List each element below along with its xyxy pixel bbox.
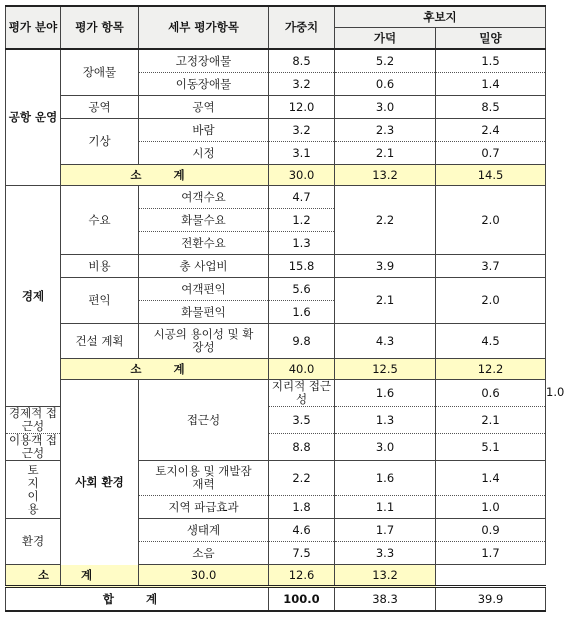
weight-value: 9.8 xyxy=(269,324,335,359)
subtotal-gadeok: 13.2 xyxy=(335,165,436,186)
subitem: 시정 xyxy=(139,142,269,165)
weight-value: 1.6 xyxy=(269,301,335,324)
subitem: 소음 xyxy=(139,542,269,565)
total-row xyxy=(6,587,546,612)
subitem: 이동장애물 xyxy=(139,73,269,96)
score-miryang: 4.5 xyxy=(436,324,546,359)
score-gadeok: 1.3 xyxy=(335,407,436,434)
header-subitem: 세부 평가항목 xyxy=(139,6,269,49)
score-gadeok: 3.9 xyxy=(335,255,436,278)
weight-value: 4.6 xyxy=(269,519,335,542)
weight-value: 1.2 xyxy=(269,209,335,232)
subtotal-row xyxy=(6,565,546,587)
weight-value: 15.8 xyxy=(269,255,335,278)
total-weight: 100.0 xyxy=(269,587,335,612)
score-gadeok: 0.6 xyxy=(436,380,546,407)
weight-value: 3.1 xyxy=(269,142,335,165)
score-miryang: 1.5 xyxy=(436,49,546,73)
score-miryang: 8.5 xyxy=(436,96,546,119)
weight-value: 5.6 xyxy=(269,278,335,301)
item-demand: 수요 xyxy=(61,186,139,255)
subtotal-label: 소 계 xyxy=(6,565,139,587)
weight-value: 3.2 xyxy=(269,119,335,142)
category-economy: 경제 xyxy=(6,186,61,407)
score-miryang: 1.7 xyxy=(436,542,546,565)
subtotal-miryang: 13.2 xyxy=(335,565,436,587)
subitem: 지역 파급효과 xyxy=(139,496,269,519)
header-site-gadeok: 가덕 xyxy=(335,28,436,50)
subitem: 토지이용 및 개발잠재력 xyxy=(139,461,269,496)
item-benefit: 편익 xyxy=(61,278,139,324)
score-miryang: 0.7 xyxy=(436,142,546,165)
weight-value: 8.5 xyxy=(269,49,335,73)
total-miryang: 39.9 xyxy=(436,587,546,612)
subtotal-row xyxy=(6,165,546,186)
total-label: 합 계 xyxy=(6,587,269,612)
subitem: 생태계 xyxy=(139,519,269,542)
weight-value: 3.2 xyxy=(269,73,335,96)
table-row: 사회 환경 접근성 지리적 접근성 1.6 0.6 1.0 xyxy=(6,380,546,407)
score-miryang: 1.0 xyxy=(436,496,546,519)
table-row xyxy=(6,119,546,142)
header-weight: 가중치 xyxy=(269,6,335,49)
score-miryang: 5.1 xyxy=(436,434,546,461)
subtotal-miryang: 14.5 xyxy=(436,165,546,186)
score-miryang: 2.4 xyxy=(436,119,546,142)
score-gadeok: 2.1 xyxy=(335,278,436,324)
total-gadeok: 38.3 xyxy=(335,587,436,612)
score-gadeok: 4.3 xyxy=(335,324,436,359)
evaluation-table-container xyxy=(5,5,564,612)
category-airport-operation: 공항 운영 xyxy=(6,49,61,186)
weight-value: 1.3 xyxy=(269,232,335,255)
subtotal-weight: 30.0 xyxy=(269,165,335,186)
header-candidates: 후보지 xyxy=(335,6,546,28)
score-miryang: 3.7 xyxy=(436,255,546,278)
item-weather: 기상 xyxy=(61,119,139,165)
category-social-environment: 사회 환경 xyxy=(61,380,139,587)
subitem: 바람 xyxy=(139,119,269,142)
weight-value: 7.5 xyxy=(269,542,335,565)
subitem: 총 사업비 xyxy=(139,255,269,278)
subitem: 공역 xyxy=(139,96,269,119)
subtotal-gadeok: 12.6 xyxy=(269,565,335,587)
score-gadeok: 5.2 xyxy=(335,49,436,73)
weight-value: 8.8 xyxy=(269,434,335,461)
table-row xyxy=(6,96,546,119)
subitem: 이용객 접근성 xyxy=(6,434,61,461)
weight-value: 3.5 xyxy=(269,407,335,434)
score-gadeok: 2.1 xyxy=(335,142,436,165)
subtotal-weight: 30.0 xyxy=(139,565,269,587)
score-miryang: 1.4 xyxy=(436,461,546,496)
item-construction-plan: 건설 계획 xyxy=(61,324,139,359)
score-gadeok: 1.1 xyxy=(335,496,436,519)
subtotal-row xyxy=(6,359,546,380)
subtotal-miryang: 12.2 xyxy=(436,359,546,380)
subitem: 화물수요 xyxy=(139,209,269,232)
item-cost: 비용 xyxy=(61,255,139,278)
score-gadeok: 1.7 xyxy=(335,519,436,542)
subtotal-label: 소 계 xyxy=(61,165,269,186)
subitem: 화물편익 xyxy=(139,301,269,324)
subtotal-gadeok: 12.5 xyxy=(335,359,436,380)
table-row xyxy=(6,186,546,209)
table-row xyxy=(6,255,546,278)
subitem: 여객수요 xyxy=(139,186,269,209)
item-obstacle: 장애물 xyxy=(61,49,139,96)
score-miryang: 2.0 xyxy=(436,278,546,324)
score-gadeok: 0.6 xyxy=(335,73,436,96)
subitem: 고정장애물 xyxy=(139,49,269,73)
score-gadeok: 3.0 xyxy=(335,96,436,119)
subitem: 시공의 용이성 및 확장성 xyxy=(139,324,269,359)
header-item: 평가 항목 xyxy=(61,6,139,49)
subitem: 전환수요 xyxy=(139,232,269,255)
item-airspace: 공역 xyxy=(61,96,139,119)
header-category: 평가 분야 xyxy=(6,6,61,49)
subitem: 지리적 접근성 xyxy=(269,380,335,407)
item-environment: 환경 xyxy=(6,519,61,565)
header-site-miryang: 밀양 xyxy=(436,28,546,50)
score-gadeok: 3.0 xyxy=(335,434,436,461)
weight-value: 4.7 xyxy=(269,186,335,209)
score-gadeok: 2.3 xyxy=(335,119,436,142)
subtotal-weight: 40.0 xyxy=(269,359,335,380)
item-land-use: 토지 이용 xyxy=(6,461,61,519)
weight-value: 1.8 xyxy=(269,496,335,519)
score-gadeok: 3.3 xyxy=(335,542,436,565)
score-miryang: 2.0 xyxy=(436,186,546,255)
score-miryang: 0.9 xyxy=(436,519,546,542)
weight-value: 2.2 xyxy=(269,461,335,496)
score-gadeok: 1.6 xyxy=(335,461,436,496)
subtotal-label: 소 계 xyxy=(61,359,269,380)
score-miryang: 1.4 xyxy=(436,73,546,96)
subitem: 경제적 접근성 xyxy=(6,407,61,434)
score-gadeok: 2.2 xyxy=(335,186,436,255)
table-row xyxy=(6,278,546,301)
item-accessibility: 접근성 xyxy=(139,380,269,461)
weight-value: 1.6 xyxy=(335,380,436,407)
weight-value: 12.0 xyxy=(269,96,335,119)
table-row xyxy=(6,324,546,359)
evaluation-table xyxy=(5,5,564,612)
score-miryang: 2.1 xyxy=(436,407,546,434)
subitem: 여객편익 xyxy=(139,278,269,301)
table-row xyxy=(6,49,546,73)
